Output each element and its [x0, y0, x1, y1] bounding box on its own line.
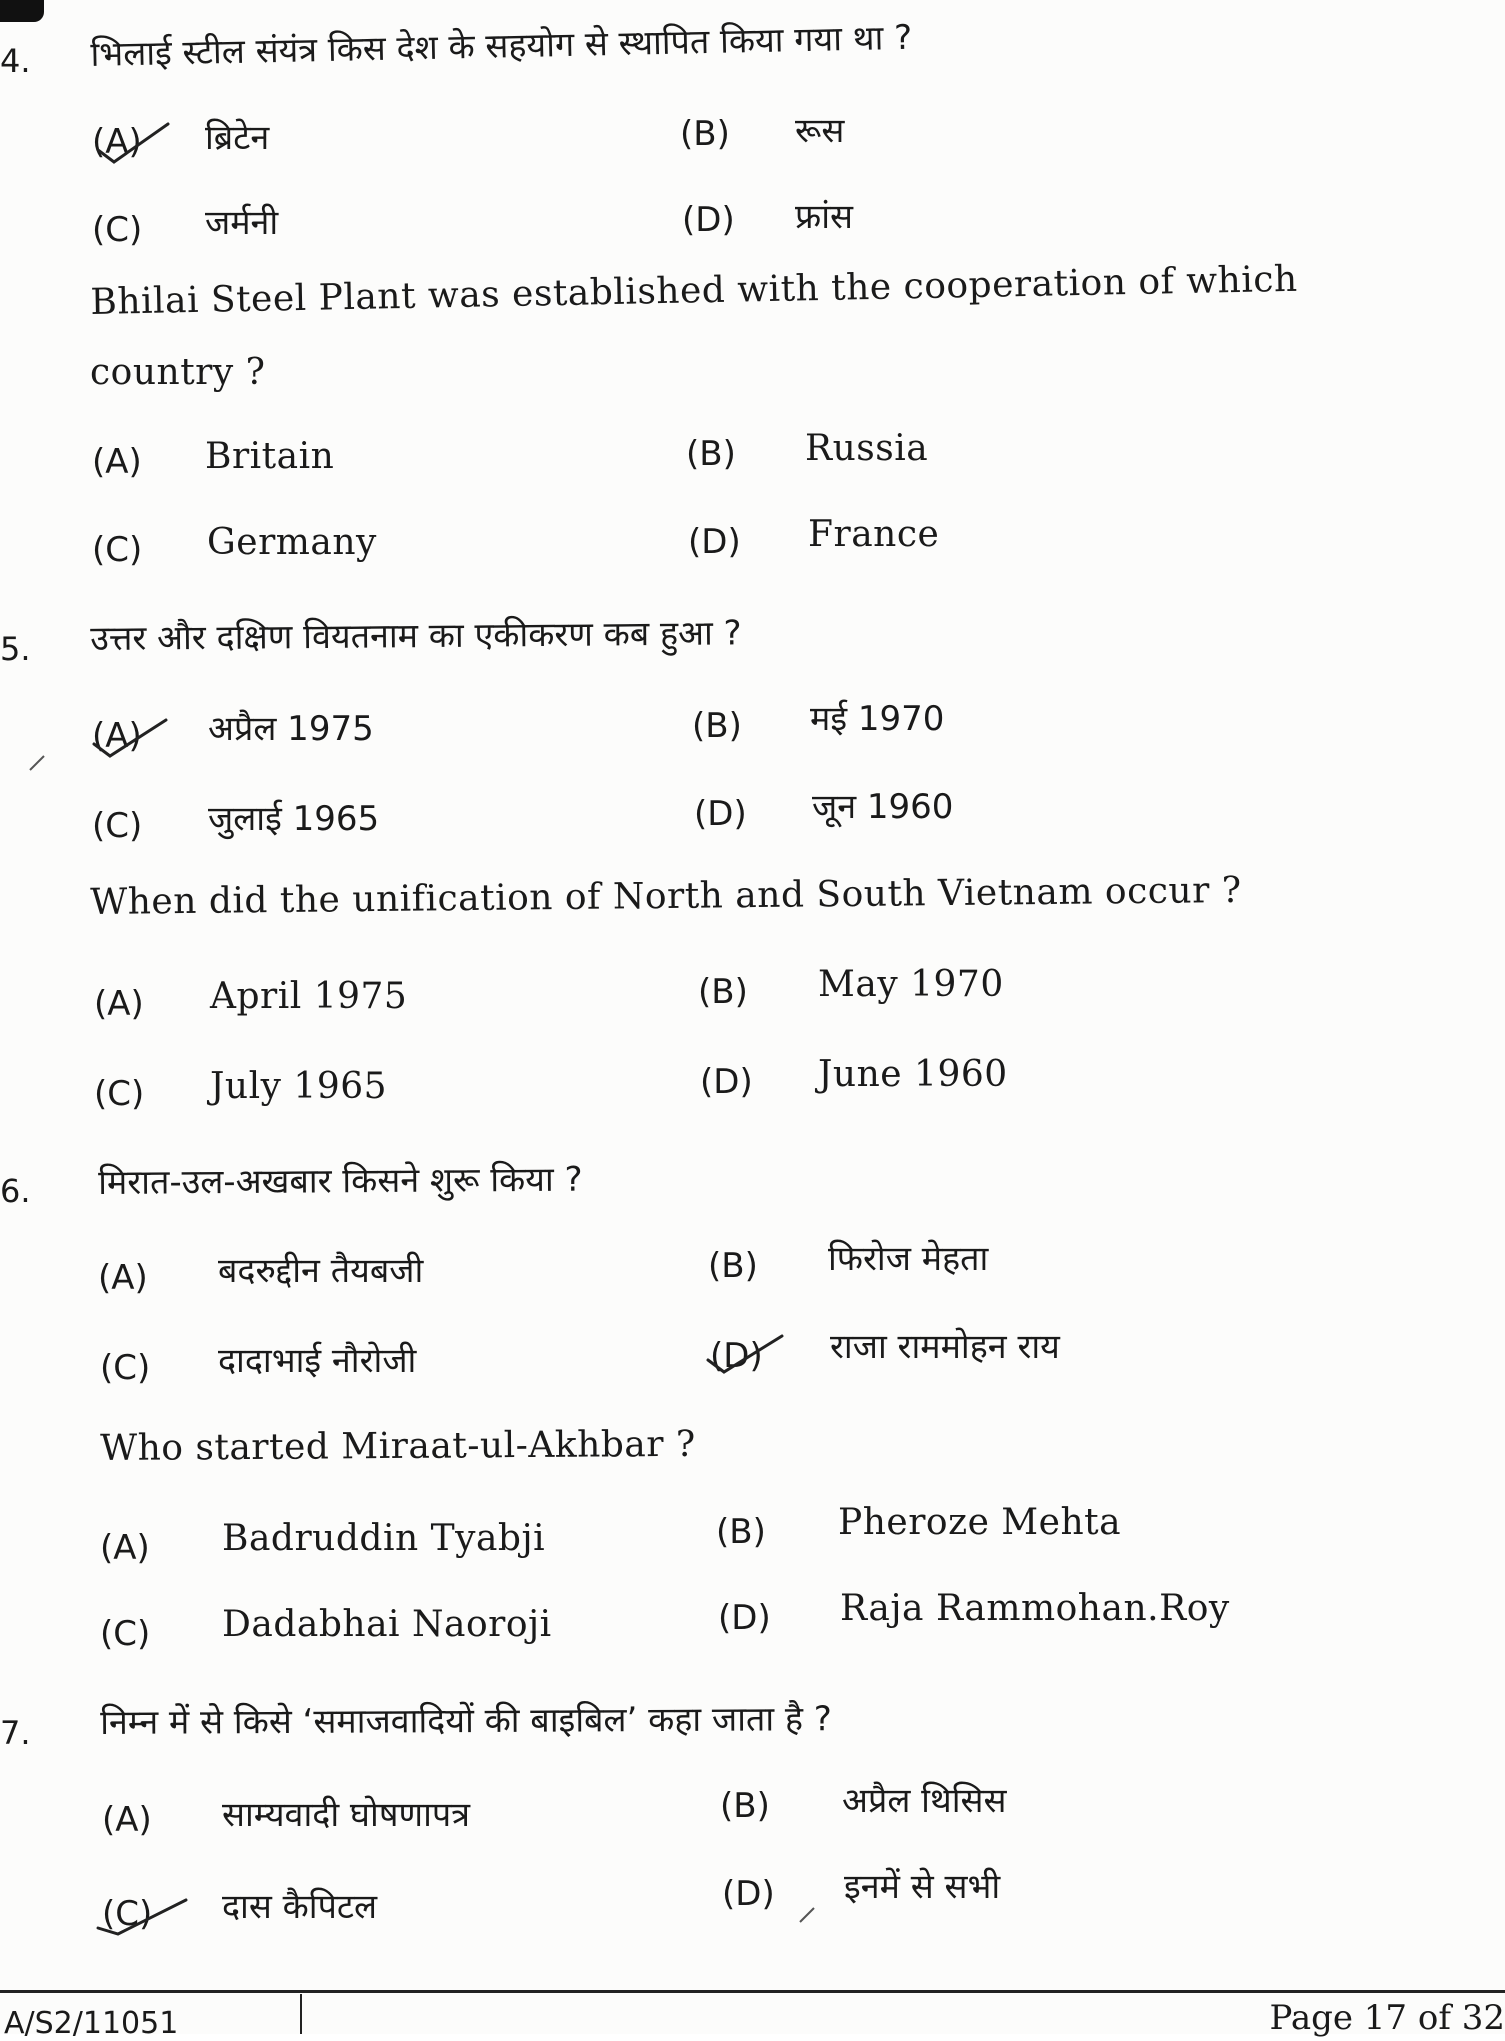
- page-number: Page 17 of 32: [1269, 1998, 1505, 2038]
- option-text: Pheroze Mehta: [838, 1502, 1122, 1543]
- option-letter: (A): [100, 1528, 150, 1568]
- option-letter: (B): [698, 972, 748, 1012]
- option-text: राजा राममोहन राय: [830, 1327, 1060, 1367]
- option-text: बदरुद्दीन तैयबजी: [218, 1251, 424, 1291]
- option-letter: (B): [686, 434, 736, 474]
- option-text: इनमें से सभी: [844, 1867, 1001, 1907]
- option-letter: (D): [710, 1336, 763, 1376]
- option-text: साम्यवादी घोषणापत्र: [222, 1795, 470, 1835]
- booklet-code: A/S2/11051: [4, 2006, 179, 2041]
- option-letter: (C): [94, 1074, 145, 1114]
- option-text: May 1970: [818, 964, 1004, 1005]
- option-letter: (D): [722, 1874, 775, 1914]
- option-letter: (D): [700, 1062, 753, 1102]
- option-letter: (A): [92, 716, 142, 756]
- option-letter: (D): [688, 522, 741, 562]
- corner-mark: [0, 0, 44, 22]
- option-text: ब्रिटेन: [205, 118, 270, 158]
- question-text-hindi: मिरात-उल-अखबार किसने शुरू किया ?: [98, 1159, 583, 1203]
- option-letter: (C): [100, 1614, 151, 1654]
- question-text-hindi: भिलाई स्टील संयंत्र किस देश के सहयोग से स्थापित किया गया था ?: [90, 17, 913, 75]
- option-letter: (D): [718, 1598, 771, 1638]
- question-text-english-cont: country ?: [90, 352, 266, 393]
- footer-divider: [300, 1994, 302, 2034]
- option-text: June 1960: [818, 1054, 1008, 1095]
- option-text: दादाभाई नौरोजी: [218, 1341, 417, 1381]
- option-text: Raja Rammohan.Roy: [840, 1588, 1230, 1629]
- option-text: अप्रैल 1975: [208, 709, 374, 749]
- option-text: जुलाई 1965: [208, 799, 380, 839]
- option-text: Russia: [805, 428, 929, 469]
- option-letter: (A): [92, 122, 142, 162]
- pencil-mark-icon: [26, 750, 50, 774]
- option-letter: (C): [92, 210, 143, 250]
- option-text: मई 1970: [810, 699, 945, 739]
- option-letter: (B): [692, 706, 742, 746]
- option-letter: (B): [716, 1512, 766, 1552]
- question-text-english: When did the unification of North and South Vietnam occur ?: [90, 869, 1242, 923]
- option-letter: (B): [708, 1246, 758, 1286]
- question-text-english: Who started Miraat-ul-Akhbar ?: [100, 1423, 696, 1469]
- question-text-hindi: उत्तर और दक्षिण वियतनाम का एकीकरण कब हुआ ?: [90, 613, 742, 659]
- footer-rule: [0, 1990, 1505, 1993]
- option-text: April 1975: [210, 976, 408, 1017]
- option-text: जून 1960: [812, 787, 954, 827]
- option-text: Britain: [205, 436, 335, 477]
- option-text: जर्मनी: [205, 203, 279, 243]
- option-letter: (A): [98, 1258, 148, 1298]
- option-text: फिरोज मेहता: [828, 1239, 989, 1279]
- option-letter: (C): [100, 1348, 151, 1388]
- option-text: July 1965: [210, 1066, 388, 1107]
- option-text: Germany: [207, 522, 377, 563]
- option-text: Dadabhai Naoroji: [222, 1604, 552, 1645]
- pencil-mark-icon: [796, 1902, 820, 1926]
- question-text-english: Bhilai Steel Plant was established with the cooperation of which: [90, 258, 1299, 323]
- option-text: रूस: [795, 111, 845, 151]
- question-text-hindi: निम्न में से किसे ‘समाजवादियों की बाइबिल’ कहा जाता है ?: [100, 1699, 832, 1743]
- option-text: अप्रैल थिसिस: [842, 1781, 1007, 1821]
- option-letter: (B): [720, 1786, 770, 1826]
- question-number: 5.: [0, 630, 31, 668]
- question-number: 7.: [0, 1714, 31, 1752]
- option-letter: (B): [680, 114, 730, 154]
- option-letter: (A): [102, 1800, 152, 1840]
- option-letter: (A): [92, 442, 142, 482]
- option-letter: (C): [92, 530, 143, 570]
- option-letter: (A): [94, 984, 144, 1024]
- option-letter: (D): [694, 794, 747, 834]
- option-text: फ्रांस: [795, 197, 854, 237]
- question-number: 4.: [0, 42, 31, 80]
- option-text: France: [808, 514, 940, 555]
- option-text: दास कैपिटल: [222, 1887, 378, 1927]
- option-letter: (C): [102, 1894, 153, 1934]
- option-letter: (D): [682, 200, 735, 240]
- option-letter: (C): [92, 806, 143, 846]
- option-text: Badruddin Tyabji: [222, 1518, 546, 1559]
- question-number: 6.: [0, 1172, 31, 1210]
